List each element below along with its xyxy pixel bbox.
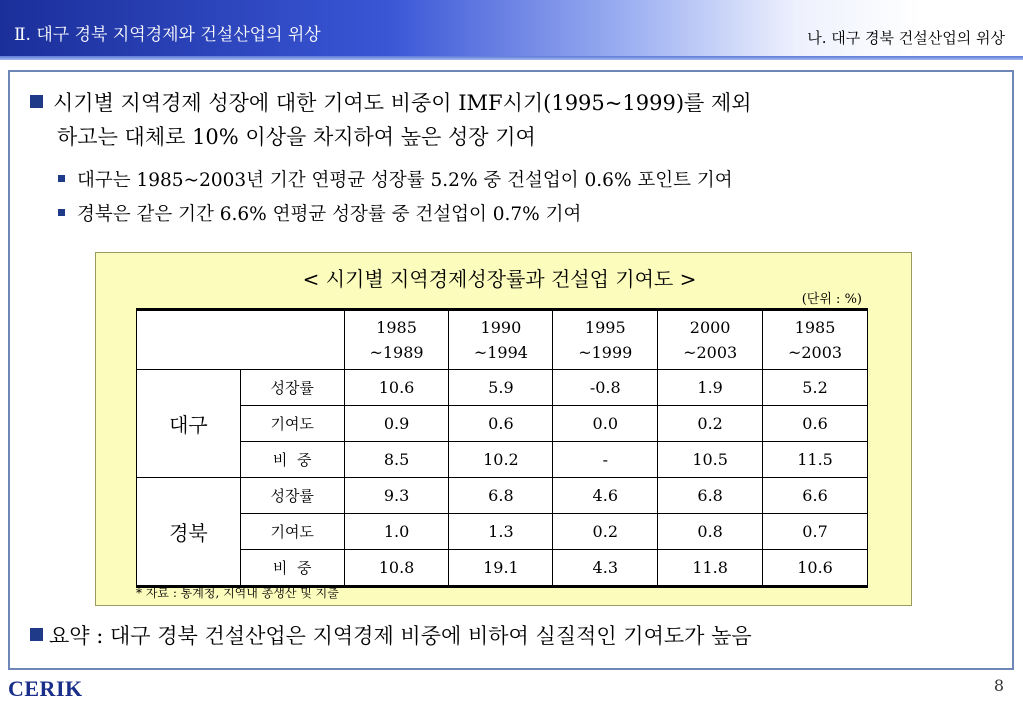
period-header: 1985 ~2003 bbox=[763, 310, 868, 370]
value-cell: 0.6 bbox=[449, 406, 553, 442]
value-cell: 1.9 bbox=[658, 370, 763, 406]
region-cell-gyeongbuk: 경북 bbox=[137, 478, 241, 587]
row-label: 성장률 bbox=[240, 478, 344, 514]
section-title: Ⅱ. 대구 경북 지역경제와 건설산업의 위상 bbox=[14, 25, 321, 45]
square-bullet-icon bbox=[30, 628, 43, 641]
sub-bullet-2-text: 경북은 같은 기간 6.6% 연평균 성장률 중 건설업이 0.7% 기여 bbox=[77, 204, 582, 225]
value-cell: - bbox=[553, 442, 658, 478]
value-cell: 0.2 bbox=[553, 514, 658, 550]
value-cell: 10.2 bbox=[449, 442, 553, 478]
value-cell: 11.5 bbox=[763, 442, 868, 478]
main-bullet-1-line1: 시기별 지역경제 성장에 대한 기여도 비중이 IMF시기(1995~1999)를 제외 bbox=[53, 91, 752, 115]
value-cell: 9.3 bbox=[344, 478, 449, 514]
row-label: 성장률 bbox=[240, 370, 344, 406]
value-cell: 8.5 bbox=[344, 442, 449, 478]
summary-text: 요약 : 대구 경북 건설산업은 지역경제 비중에 비하여 실질적인 기여도가 높음 bbox=[49, 624, 752, 648]
value-cell: 0.9 bbox=[344, 406, 449, 442]
main-bullet-1-continuation: 하고는 대체로 10% 이상을 차지하여 높은 성장 기여 bbox=[57, 125, 536, 149]
header-corner-cell bbox=[137, 310, 345, 370]
value-cell: 1.0 bbox=[344, 514, 449, 550]
value-cell: 0.8 bbox=[658, 514, 763, 550]
value-cell: 19.1 bbox=[449, 550, 553, 587]
value-cell: 10.5 bbox=[658, 442, 763, 478]
period-header: 1995 ~1999 bbox=[553, 310, 658, 370]
region-cell-daegu: 대구 bbox=[137, 370, 241, 478]
value-cell: 5.9 bbox=[449, 370, 553, 406]
table-row bbox=[137, 406, 868, 442]
header-divider bbox=[0, 56, 1023, 60]
table-title: < 시기별 지역경제성장률과 건설업 기여도 > bbox=[302, 267, 697, 291]
table-row bbox=[137, 514, 868, 550]
table-row bbox=[137, 370, 868, 406]
table-unit: (단위 : %) bbox=[801, 292, 862, 307]
cerik-logo: CERIK bbox=[8, 676, 83, 701]
sub-bullet-2 bbox=[58, 200, 581, 226]
value-cell: 10.6 bbox=[344, 370, 449, 406]
growth-table bbox=[136, 308, 868, 588]
table-row bbox=[137, 442, 868, 478]
row-label: 기여도 bbox=[240, 514, 344, 550]
value-cell: 4.6 bbox=[553, 478, 658, 514]
table-row bbox=[137, 478, 868, 514]
value-cell: -0.8 bbox=[553, 370, 658, 406]
value-cell: 0.6 bbox=[763, 406, 868, 442]
sub-bullet-1 bbox=[58, 166, 733, 192]
summary-bullet bbox=[30, 620, 752, 652]
row-label: 기여도 bbox=[240, 406, 344, 442]
sub-bullet-1-text: 대구는 1985~2003년 기간 연평균 성장률 5.2% 중 건설업이 0.6% 포인트 기여 bbox=[77, 170, 733, 191]
value-cell: 0.7 bbox=[763, 514, 868, 550]
subsection-title: 나. 대구 경북 건설산업의 위상 bbox=[807, 29, 1005, 47]
table-panel bbox=[95, 252, 912, 606]
value-cell: 5.2 bbox=[763, 370, 868, 406]
table-header-row bbox=[137, 310, 868, 370]
value-cell: 4.3 bbox=[553, 550, 658, 587]
value-cell: 10.6 bbox=[763, 550, 868, 587]
value-cell: 10.8 bbox=[344, 550, 449, 587]
small-square-bullet-icon bbox=[58, 175, 65, 182]
table-source-note: * 자료 : 통계청, 지역내 총생산 및 지출 bbox=[136, 586, 339, 600]
main-bullet-1 bbox=[30, 87, 752, 119]
value-cell: 6.8 bbox=[449, 478, 553, 514]
value-cell: 1.3 bbox=[449, 514, 553, 550]
period-header: 2000 ~2003 bbox=[658, 310, 763, 370]
value-cell: 0.0 bbox=[553, 406, 658, 442]
table-row bbox=[137, 550, 868, 587]
header-bar bbox=[0, 0, 1023, 56]
square-bullet-icon bbox=[30, 95, 43, 108]
small-square-bullet-icon bbox=[58, 209, 65, 216]
page-number: 8 bbox=[993, 676, 1004, 695]
value-cell: 6.6 bbox=[763, 478, 868, 514]
value-cell: 6.8 bbox=[658, 478, 763, 514]
value-cell: 11.8 bbox=[658, 550, 763, 587]
row-label: 비 중 bbox=[240, 442, 344, 478]
value-cell: 0.2 bbox=[658, 406, 763, 442]
row-label: 비 중 bbox=[240, 550, 344, 587]
period-header: 1985 ~1989 bbox=[344, 310, 449, 370]
period-header: 1990 ~1994 bbox=[449, 310, 553, 370]
